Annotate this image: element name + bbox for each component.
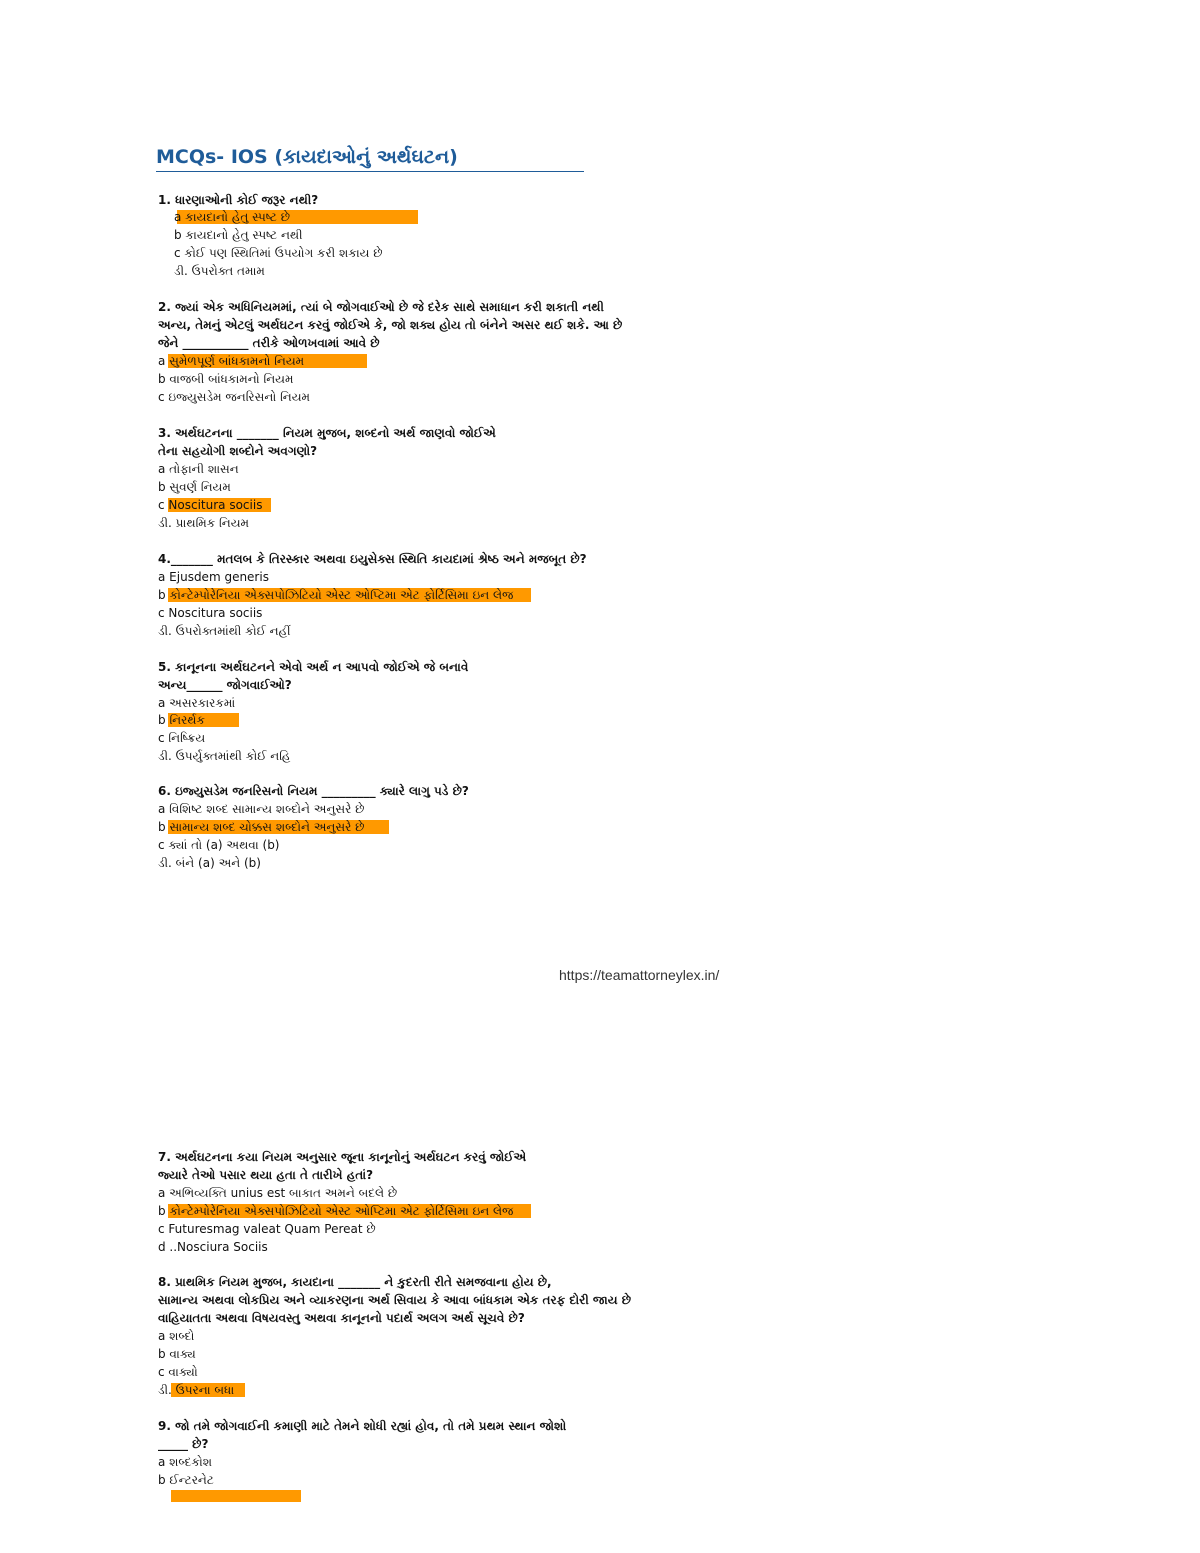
- q5-option-a: a અસરકારકમાં: [158, 696, 236, 710]
- option-label: b: [158, 820, 170, 834]
- q1-option-c: c કોઈ પણ સ્થિતિમાં ઉપયોગ કરી શકાય છે: [174, 246, 383, 260]
- q5-option-d: ડી. ઉપર્યુક્તમાંથી કોઈ નહિ: [158, 749, 291, 763]
- option-label: ડી.: [158, 1383, 176, 1397]
- q4-option-c: c Noscitura sociis: [158, 606, 263, 620]
- website-url: https://teamattorneylex.in/: [559, 967, 720, 983]
- option-label: b: [158, 1204, 170, 1218]
- question-9-line-1: 9. જો તમે જોગવાઈની કમાણી માટે તેમને શોધી રહ્યાં હોવ, તો તમે પ્રથમ સ્થાન જોશો: [158, 1419, 567, 1433]
- question-3-line-1: 3. અર્થઘટનના _______ નિયમ મુજબ, શબ્દનો અર્થ જાણવો જોઈએ: [158, 426, 496, 440]
- question-6-text: 6. ઇજ્યુસડેમ જનરિસનો નિયમ _________ ક્યારે લાગુ પડે છે?: [158, 784, 469, 798]
- q3-option-d: ડી. પ્રાથમિક નિયમ: [158, 516, 250, 530]
- q8-option-d: [158, 1383, 234, 1398]
- q3-option-c-text: Noscitura sociis: [168, 498, 263, 512]
- q3-option-c: [158, 498, 262, 513]
- q6-option-a: a વિશિષ્ટ શબ્દ સામાન્ય શબ્દોને અનુસરે છે: [158, 802, 365, 816]
- question-4-text: 4._______ મતલબ કે તિરસ્કાર અથવા ઇયુસેક્સ સ્થિતિ કાયદામાં શ્રેષ્ઠ અને મજબૂત છે?: [158, 552, 587, 566]
- q4-option-b-text: કોન્ટેમ્પોરેનિયા એક્સપોઝિટિયો એસ્ટ ઓપ્ટિમા એટ ફોર્ટિસિમા ઇન લેજ: [169, 588, 514, 602]
- option-label: a: [174, 210, 186, 224]
- q9-option-a: a શબ્દકોશ: [158, 1455, 213, 1469]
- answer-highlight: [171, 1490, 301, 1502]
- q7-option-d: d ..Nosciura Sociis: [158, 1240, 268, 1254]
- q6-option-d: ડી. બંને (a) અને (b): [158, 856, 261, 870]
- q9-option-b: b ઈન્ટરનેટ: [158, 1473, 214, 1487]
- q7-option-b-text: કોન્ટેમ્પોરેનિયા એક્સપોઝિટિયો એસ્ટ ઓપ્ટિમા એટ ફોર્ટિસિમા ઇન લેજ: [169, 1204, 514, 1218]
- question-5-line-1: 5. કાનૂનના અર્થઘટનને એવો અર્થ ન આપવો જોઈએ જે બનાવે: [158, 660, 469, 674]
- q5-option-c: c નિષ્ક્રિય: [158, 731, 206, 745]
- question-7-line-1: 7. અર્થઘટનના કયા નિયમ અનુસાર જૂના કાનૂનોનું અર્થઘટન કરવું જોઈએ: [158, 1150, 527, 1164]
- option-label: b: [158, 588, 170, 602]
- question-3-line-2: તેના સહયોગી શબ્દોને અવગણો?: [158, 444, 318, 458]
- question-2-line-3: જેને ___________ તરીકે ઓળખવામાં આવે છે: [158, 336, 380, 350]
- question-8-line-2: સામાન્ય અથવા લોકપ્રિય અને વ્યાકરણના અર્થ સિવાય કે આવા બાંધકામ એક તરફ દોરી જાય છે: [158, 1293, 632, 1307]
- question-8-line-3: વાહિયાતતા અથવા વિષયવસ્તુ અથવા કાનૂનનો પદાર્થ અલગ અર્થ સૂચવે છે?: [158, 1311, 525, 1325]
- q5-option-b: [158, 713, 205, 728]
- question-7-line-2: જ્યારે તેઓ પસાર થયા હતા તે તારીખે હતાં?: [158, 1168, 374, 1182]
- q6-option-b-text: સામાન્ય શબ્દ ચોક્કસ શબ્દોને અનુસરે છે: [169, 820, 365, 834]
- q2-option-a: [158, 354, 304, 369]
- option-label: a: [158, 354, 170, 368]
- option-label: c: [158, 498, 169, 512]
- q8-option-a: a શબ્દો: [158, 1329, 195, 1343]
- q2-option-a-text: સુમેળપૂર્ણ બાંધકામનો નિયમ: [169, 354, 305, 368]
- page-title: MCQs- IOS (કાયદાઓનું અર્થઘટન): [156, 146, 584, 172]
- q3-option-b: b સુવર્ણ નિયમ: [158, 480, 231, 494]
- q8-option-b: b વાક્ય: [158, 1347, 196, 1361]
- q1-option-b: b કાયદાનો હેતુ સ્પષ્ટ નથી: [174, 228, 303, 242]
- q3-option-a: a તોફાની શાસન: [158, 462, 239, 476]
- q8-option-c: c વાક્યો: [158, 1365, 198, 1379]
- q7-option-a: a અભિવ્યક્તિ unius est બાકાત અમને બદલે છે: [158, 1186, 398, 1200]
- q8-option-d-text: ઉપરના બધા: [175, 1383, 235, 1397]
- q7-option-c: c Futuresmag valeat Quam Pereat છે: [158, 1222, 376, 1236]
- q2-option-b: b વાજબી બાંધકામનો નિયમ: [158, 372, 294, 386]
- question-1-text: 1. ધારણાઓની કોઈ જરૂર નથી?: [158, 193, 319, 207]
- q7-option-b: [158, 1204, 513, 1219]
- question-2-line-2: અન્ય, તેમનું એટલું અર્થઘટન કરવું જોઈએ કે, જો શક્ય હોય તો બંનેને અસર થઈ શકે. આ છે: [158, 318, 623, 332]
- q6-option-b: [158, 820, 364, 835]
- q1-option-a-text: કાયદાનો હેતુ સ્પષ્ટ છે: [185, 210, 290, 224]
- q4-option-d: ડી. ઉપરોક્તમાંથી કોઈ નહીં: [158, 624, 291, 638]
- option-label: b: [158, 713, 170, 727]
- q1-option-d: ડી. ઉપરોક્ત તમામ: [174, 264, 265, 278]
- q4-option-b: [158, 588, 513, 603]
- question-8-line-1: 8. પ્રાથમિક નિયમ મુજબ, કાયદાના _______ ને કુદરતી રીતે સમજવાના હોય છે,: [158, 1275, 552, 1289]
- q4-option-a: a Ejusdem generis: [158, 570, 269, 584]
- question-9-line-2: _____ છે?: [158, 1437, 209, 1451]
- q6-option-c: c ક્યાં તો (a) અથવા (b): [158, 838, 280, 852]
- question-2-line-1: 2. જ્યાં એક અધિનિયમમાં, ત્યાં બે જોગવાઈઓ છે જે દરેક સાથે સમાધાન કરી શકાતી નથી: [158, 300, 604, 314]
- q2-option-c: c ઇજ્યુસડેમ જનરિસનો નિયમ: [158, 390, 311, 404]
- q5-option-b-text: નિરર્થક: [169, 713, 205, 727]
- question-5-line-2: અન્ય______ જોગવાઈઓ?: [158, 678, 292, 692]
- q1-option-a: [174, 210, 290, 225]
